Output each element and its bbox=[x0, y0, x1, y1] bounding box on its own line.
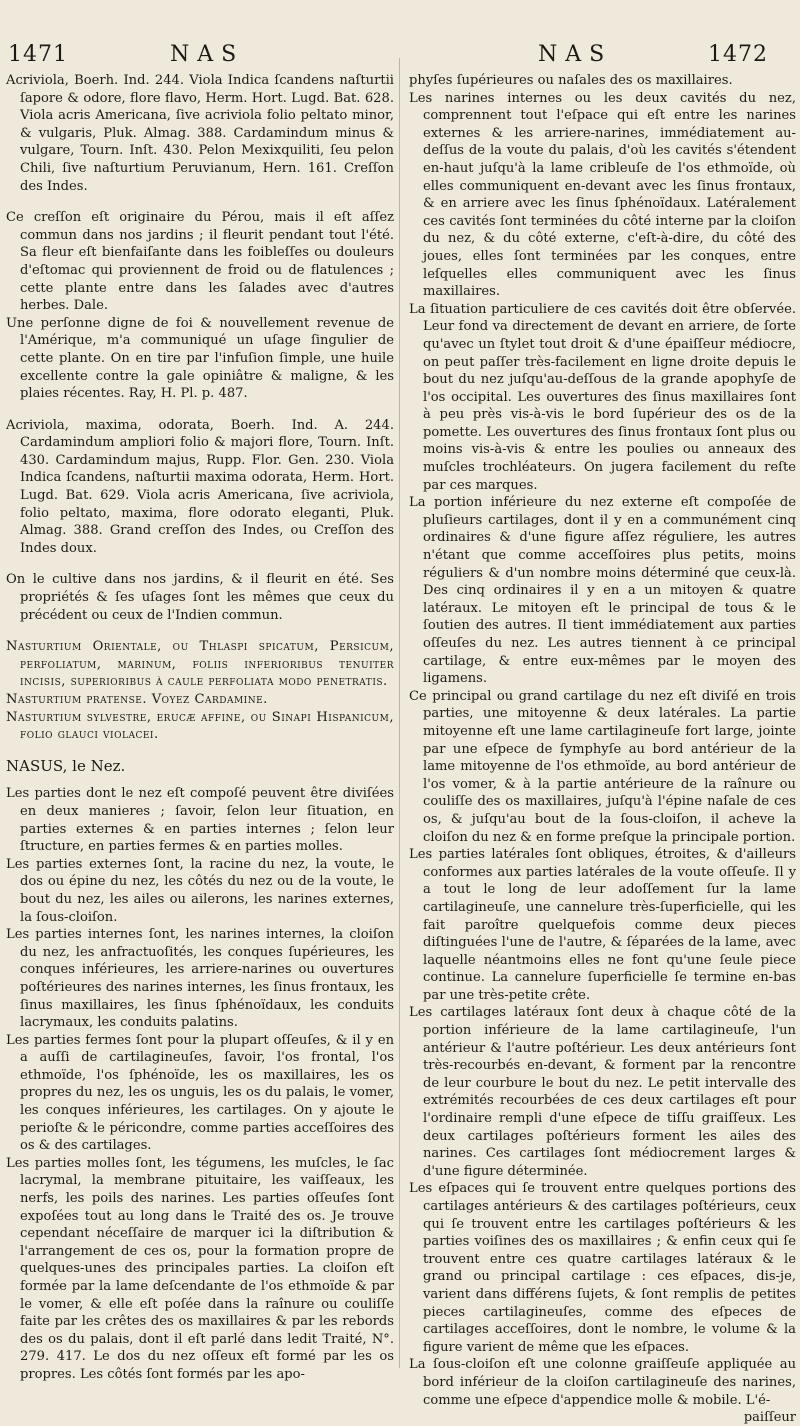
entry-heading: Nasturtium Orientale, ou Thlaſpi ſpicatum, Perſicum, perfoliatum, marinum, foliis inferioribus tenuiter inciſis, ſuperioribus à caule perfoliata modo penetratis. bbox=[6, 639, 394, 690]
paragraph: Les parties dont le nez eſt compoſé peuvent être diviſées en deux manieres ; ſavoir, ſelon leur ſituation, en parties externes & en parties internes ; ſelon leur ſtructure, en parties fermes & en parties molles. bbox=[6, 786, 394, 855]
paragraph: Ce creſſon eſt originaire du Pérou, mais il eſt aſſez commun dans nos jardins ; il fleurit pendant tout l'été. Sa fleur eſt bienfaiſante dans les foibleſſes ou douleurs d'eſtomac qui proviennent de froid ou de flatulences ; cette plante entre dans les ſalades avec d'autres herbes. Dale. bbox=[6, 210, 394, 314]
paragraph: Les eſpaces qui ſe trouvent entre quelques portions des cartilages antérieurs & des cartilages poſtérieurs, ceux qui ſe trouvent entre les cartilages poſtérieurs & les parties voiſines des os maxillaires ; & enfin ceux qui ſe trouvent entre ces quatre cartilages latéraux & le grand ou principal cartilage : ces eſpaces, dis-je, varient dans différens ſujets, & ſont remplis de petites pieces cartilagineuſes, comme des eſpeces de cartilages acceſſoires, dont le nombre, le volume & la figure varient de même que les eſpaces. bbox=[409, 1181, 796, 1355]
paragraph: Les parties latérales ſont obliques, étroites, & d'ailleurs conformes aux parties latérales de la voute oſſeuſe. Il y a tout le long de leur adoſſement ſur la lame cartilagineuſe, une cannelure très-ſuperficielle, qui les fait paroître quelquefois comme deux pieces diſtinguées l'une de l'autre, & ſéparées de la lame, avec laquelle néantmoins elles ne font qu'une ſeule piece continue. La cannelure ſuperficielle ſe termine en-bas par une très-petite crête. bbox=[409, 847, 796, 1003]
right-running-head: NAS bbox=[538, 42, 613, 67]
paragraph: Les cartilages latéraux ſont deux à chaque côté de la portion inférieure de la lame cartilagineuſe, l'un antérieur & l'autre poſtérieur. Les deux antérieurs ſont très-recourbés en-devant, & forment par la rencontre de leur courbure le bout du nez. Le petit intervalle des extrémités recourbées de ces deux cartilages eſt pour l'ordinaire rempli d'une eſpece de tiſſu graiſſeux. Les deux cartilages poſtérieurs forment les ailes des narines. Ces cartilages ſont médiocrement larges & d'une figure déterminée. bbox=[409, 1005, 796, 1179]
paragraph: Les parties molles ſont, les tégumens, les muſcles, le ſac lacrymal, la membrane pituitaire, les vaiſſeaux, les nerfs, les poils des narines. Les parties oſſeuſes ſont expoſées tout au long dans le Traité des os. Je trouve cependant néceſſaire de marquer ici la diſtribution & l'arrangement de ces os, pour la formation propre de quelques-unes des principales parties. La cloiſon eſt formée par la lame deſcendante de l'os ethmoïde & par le vomer, & elle eſt poſée dans la raînure ou couliſſe faite par les crêtes des os maxillaires & par les rebords des os du palais, dont il eſt parlé dans ledit Traité, N°. 279. 417. Le dos du nez oſſeux eſt formé par les os propres. Les côtés ſont formés par les apo- bbox=[6, 1155, 394, 1382]
entry-heading: Nasturtium pratense. Voyez Cardamine. bbox=[6, 692, 268, 707]
paragraph: Les parties internes ſont, les narines internes, la cloiſon du nez, les anfractuoſités, les conques ſupérieures, les conques inférieures, les arriere-narines ou ouvertures poſtérieures des narines internes, les ſinus frontaux, les ſinus maxillaires, les ſinus ſphénoïdaux, les conduits lacrymaux, les conduits palatins. bbox=[6, 927, 394, 1031]
right-page-number: 1472 bbox=[708, 42, 768, 67]
paragraph: La portion inférieure du nez externe eſt compoſée de pluſieurs cartilages, dont il y en a communément cinq ordinaires & d'une figure aſſez réguliere, les autres n'étant que comme acceſſoires plus petits, moins réguliers & d'un nombre moins déterminé que ceux-là. Des cinq ordinaires il y en a un mitoyen & quatre latéraux. Le mitoyen eſt le principal de tous & le ſoutien des autres. Il tient immédiatement aux parties oſſeuſes du nez. Les autres tiennent à ce principal cartilage, & entre eux-mêmes par le moyen des ligamens. bbox=[409, 495, 796, 687]
paragraph: Acriviola, maxima, odorata, Boerh. Ind. A. 244. Cardamindum ampliori folio & majori flore, Tourn. Inſt. 430. Cardamindum majus, Rupp. Flor. Gen. 230. Viola Indica ſcandens, naſturtii maxima odorata, Herm. Hort. Lugd. Bat. 629. Viola acris Americana, ſive acriviola, folio peltato, maxima, flore odorato eleganti, Pluk. Almag. 388. Grand creſſon des Indes, ou Creſſon des Indes doux. bbox=[6, 417, 394, 556]
paragraph: Acriviola, Boerh. Ind. 244. Viola Indica ſcandens naſturtii ſapore & odore, flore flavo, Herm. Hort. Lugd. Bat. 628. Viola acris Americana, ſive acriviola folio peltato minor, & vulgaris, Pluk. Almag. 388. Cardamindum minus & vulgare, Tourn. Inſt. 430. Pelon Mexixquiliti, ſeu pelon Chili, ſive naſturtium Peruvianum, Hern. 161. Creſſon des Indes. bbox=[6, 73, 394, 194]
paragraph: On le cultive dans nos jardins, & il fleurit en été. Ses propriétés & ſes uſages ſont les mêmes que ceux du précédent ou ceux de l'Indien commun. bbox=[6, 572, 394, 623]
paragraph: Ce principal ou grand cartilage du nez eſt diviſé en trois parties, une mitoyenne & deux latérales. La partie mitoyenne eſt une lame cartilagineuſe fort large, jointe par une eſpece de ſymphyſe au bord antérieur de la lame mitoyenne de l'os ethmoïde, au bord antérieur de l'os vomer, & à la partie antérieure de la raînure ou couliſſe des os maxillaires, juſqu'à l'épine naſale de ces os, & juſqu'au bout de la ſous-cloiſon, il acheve la cloiſon du nez & en forme preſque la principale portion. bbox=[409, 688, 796, 845]
entry-heading: Nasturtium sylvestre, erucæ affine, ou Sinapi Hiſpanicum, folio glauci violacei. bbox=[6, 709, 394, 743]
column-divider bbox=[399, 58, 400, 1368]
paragraph: Les narines internes ou les deux cavités du nez, comprennent tout l'eſpace qui eſt entre les narines externes & les arriere-narines, immédiatement au-deſſus de la voute du palais, d'où les cavités s'étendent en-haut juſqu'à la lame cribleuſe de l'os ethmoïde, où elles communiquent en-devant avec les ſinus frontaux, & en arriere avec les ſinus ſphénoïdaux. Latéralement ces cavités ſont terminées du côté interne par la cloiſon du nez, & du côté externe, c'eſt-à-dire, du côté des joues, elles ſont terminées par les conques, entre leſquelles elles communiquent avec les ſinus maxillaires. bbox=[409, 90, 796, 300]
right-column bbox=[409, 72, 796, 1426]
paragraph: Les parties externes ſont, la racine du nez, la voute, le dos ou épine du nez, les côtés du nez ou de la voute, le bout du nez, les ailes ou ailerons, les narines externes, la ſous-cloiſon. bbox=[6, 856, 394, 925]
left-running-head: NAS bbox=[170, 42, 245, 67]
section-title: NASUS, le Nez. bbox=[6, 756, 126, 775]
catchword: paiſſeur bbox=[743, 1410, 796, 1426]
paragraph: phyſes ſupérieures ou naſales des os maxillaires. bbox=[409, 73, 733, 88]
paragraph: Une perſonne digne de foi & nouvellement revenue de l'Amérique, m'a communiqué un uſage ſingulier de cette plante. On en tire par l'infuſion ſimple, une huile excellente contre la gale opiniâtre & maligne, & les plaies récentes. Ray, H. Pl. p. 487. bbox=[6, 315, 394, 402]
paragraph: La ſituation particuliere de ces cavités doit être obſervée. Leur fond va directement de devant en arriere, de ſorte qu'avec un ſtylet tout droit & d'une épaiſſeur médiocre, on peut paſſer très-facilement en ligne droite depuis le bout du nez juſqu'au-deſſous de la grande apophyſe de l'os occipital. Les ouvertures des ſinus maxillaires ſont à peu près vis-à-vis le bord ſupérieur des os de la pomette. Les ouvertures des ſinus frontaux ſont plus ou moins vis-à-vis & entre les poulies ou anneaux des muſcles trochléateurs. On jugera facilement du reſte par ces marques. bbox=[409, 301, 796, 493]
paragraph: La ſous-cloiſon eſt une colonne graiſſeuſe appliquée au bord inférieur de la cloiſon cartilagineuſe des narines, comme une eſpece d'appendice molle & mobile. L'é- bbox=[409, 1357, 796, 1408]
paragraph: Les parties fermes ſont pour la plupart oſſeuſes, & il y en a auſſi de cartilagineuſes, ſavoir, l'os frontal, l'os ethmoïde, l'os ſphénoïde, les os maxillaires, les os propres du nez, les os unguis, les os du palais, le vomer, les conques inférieures, les cartilages. On y ajoute le perioſte & le péricondre, comme parties acceſſoires des os & des cartilages. bbox=[6, 1032, 394, 1154]
left-column bbox=[6, 72, 394, 1384]
left-page-number: 1471 bbox=[8, 42, 68, 67]
